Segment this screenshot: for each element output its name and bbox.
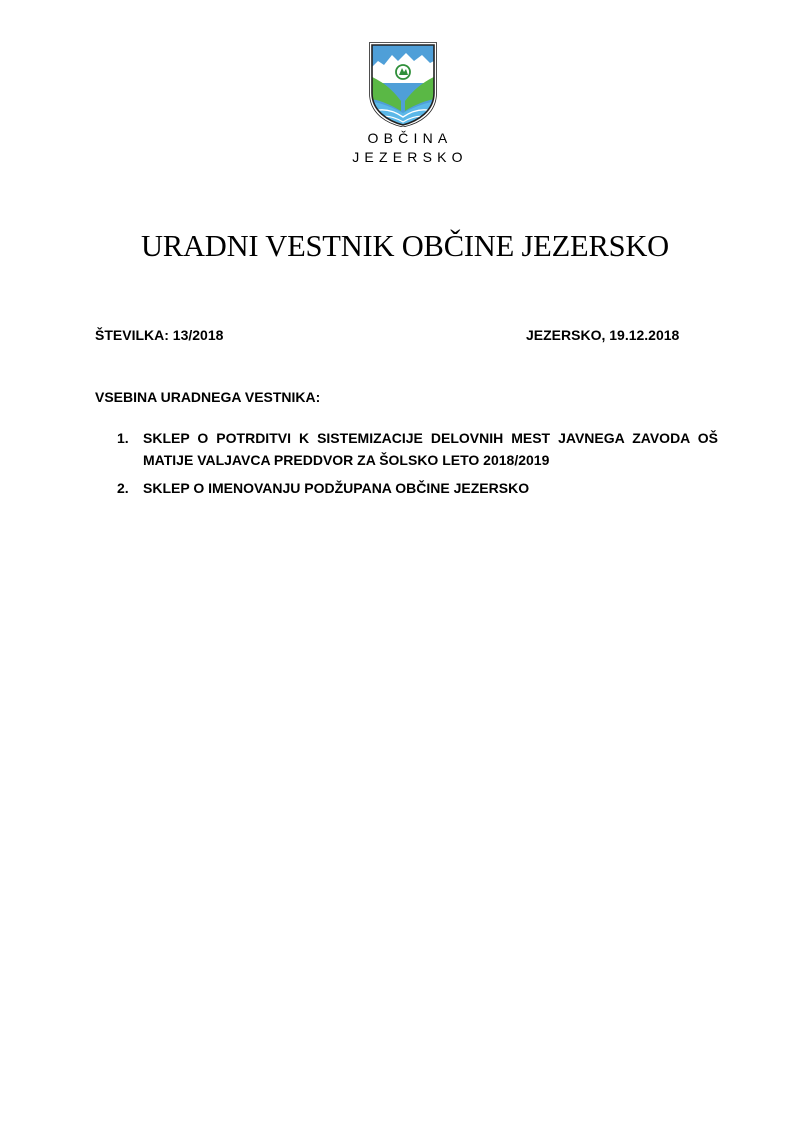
list-item-number: 2.	[117, 480, 129, 496]
issue-number: ŠTEVILKA: 13/2018	[95, 327, 224, 343]
contents-heading: VSEBINA URADNEGA VESTNIKA:	[95, 389, 321, 405]
municipality-name-line2: JEZERSKO	[352, 149, 468, 165]
list-item-text: SKLEP O IMENOVANJU PODŽUPANA OBČINE JEZERSKO	[143, 480, 530, 496]
contents-list	[117, 428, 718, 507]
place-date: JEZERSKO, 19.12.2018	[526, 327, 680, 343]
municipality-name-line1: OBČINA	[367, 130, 453, 146]
list-item-text: SKLEP O POTRDITVI K SISTEMIZACIJE DELOVNIH MEST JAVNEGA ZAVODA OŠ MATIJE VALJAVCA PREDDVOR ZA ŠOLSKO LETO 2018/2019	[143, 430, 718, 468]
coat-of-arms-icon	[368, 41, 438, 127]
document-title: URADNI VESTNIK OBČINE JEZERSKO	[140, 229, 670, 263]
list-item-number: 1.	[117, 430, 129, 446]
list-item	[117, 428, 718, 471]
list-item	[117, 478, 718, 500]
